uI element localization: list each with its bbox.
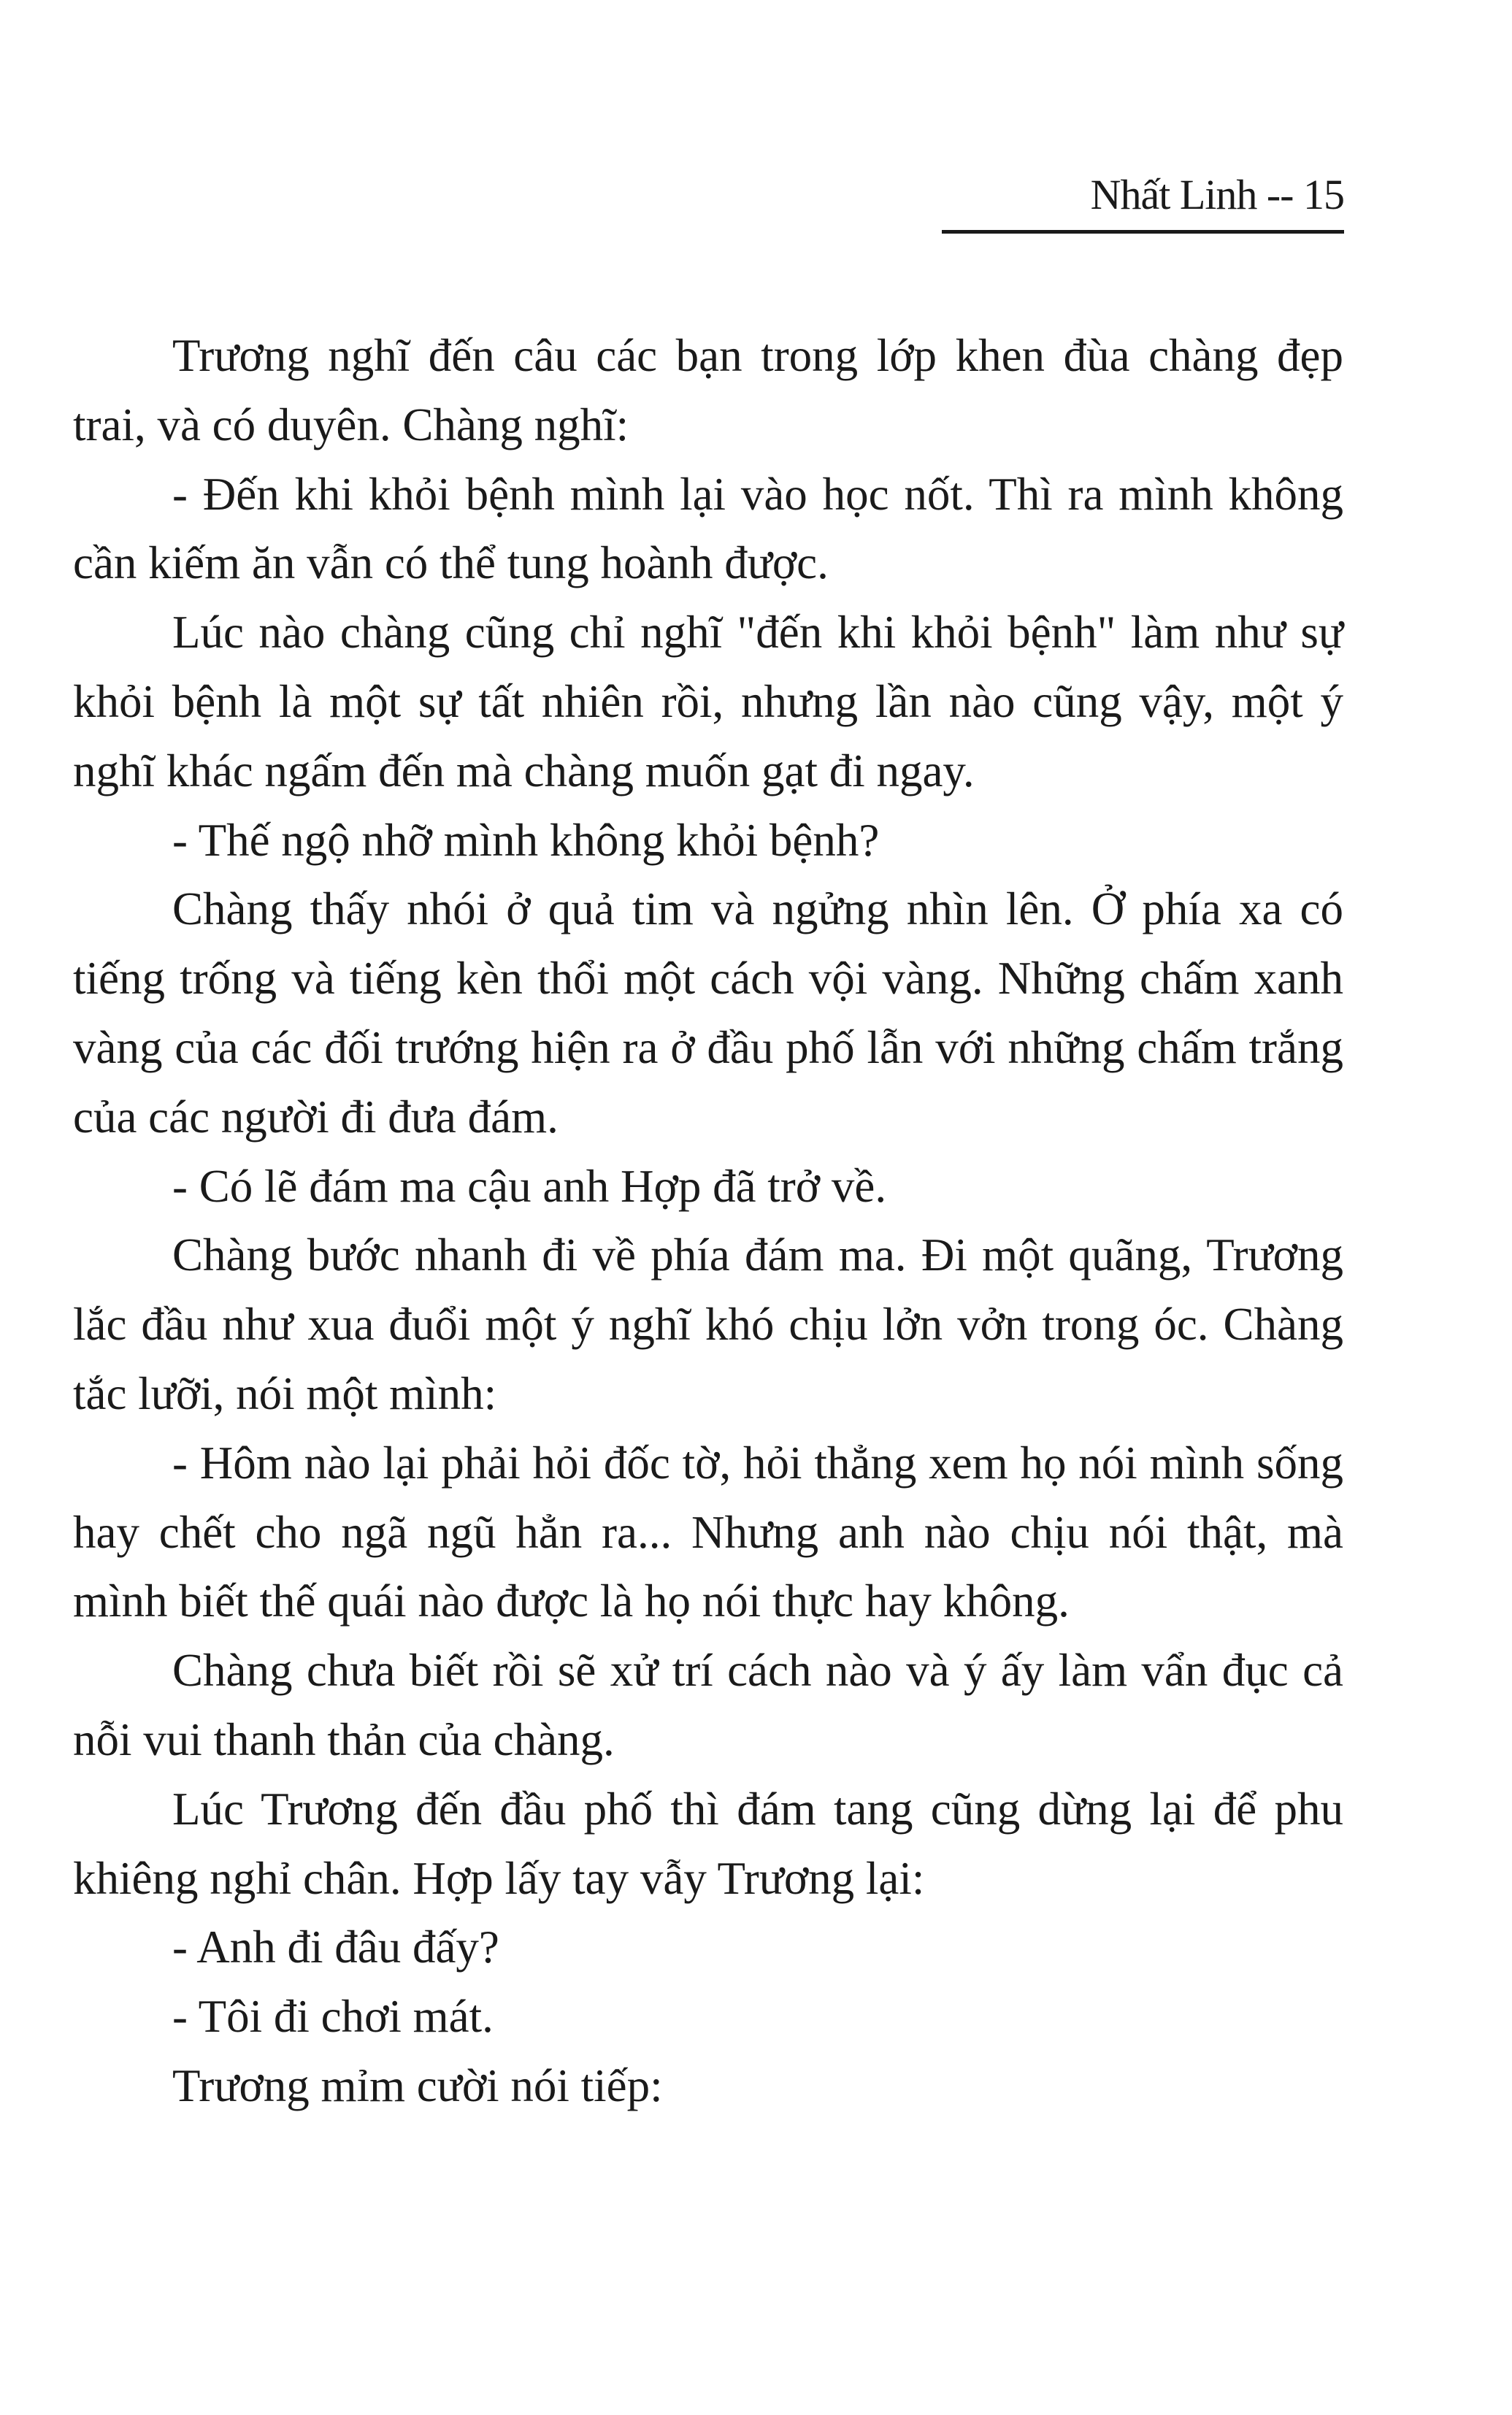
header-rule	[942, 230, 1344, 234]
paragraph: Chàng thấy nhói ở quả tim và ngửng nhìn lên. Ở phía xa có tiếng trống và tiếng kèn thổi một cách vội vàng. Những chấm xanh vàng của các đối trướng hiện ra ở đầu phố lẫn với những chấm trắng của các người đi đưa đám.	[73, 883, 1343, 1143]
paragraph: Trương nghĩ đến câu các bạn trong lớp khen đùa chàng đẹp trai, và có duyên. Chàng nghĩ:	[73, 330, 1343, 450]
paragraph: Trương mỉm cười nói tiếp:	[172, 2059, 663, 2111]
running-head: Nhất Linh -- 15	[1090, 171, 1344, 218]
paragraph: Chàng chưa biết rồi sẽ xử trí cách nào và ý ấy làm vẩn đục cả nỗi vui thanh thản của chàng.	[73, 1645, 1343, 1765]
paragraph: Lúc Trương đến đầu phố thì đám tang cũng dừng lại để phu khiêng nghỉ chân. Hợp lấy tay vẫy Trương lại:	[73, 1783, 1343, 1904]
dialogue-line: - Anh đi đâu đấy?	[172, 1921, 499, 1973]
body-text	[73, 321, 1343, 2121]
paragraph: Lúc nào chàng cũng chỉ nghĩ "đến khi khỏi bệnh" làm như sự khỏi bệnh là một sự tất nhiên rồi, nhưng lần nào cũng vậy, một ý nghĩ khác ngấm đến mà chàng muốn gạt đi ngay.	[73, 607, 1343, 796]
dialogue-line: - Đến khi khỏi bệnh mình lại vào học nốt. Thì ra mình không cần kiếm ăn vẫn có thể tung hoành được.	[73, 468, 1343, 589]
paragraph: Chàng bước nhanh đi về phía đám ma. Đi một quãng, Trương lắc đầu như xua đuổi một ý nghĩ khó chịu lởn vởn trong óc. Chàng tắc lưỡi, nói một mình:	[73, 1229, 1343, 1419]
dialogue-line: - Có lẽ đám ma cậu anh Hợp đã trở về.	[172, 1160, 887, 1212]
dialogue-line: - Tôi đi chơi mát.	[172, 1991, 494, 2043]
dialogue-line: - Thế ngộ nhỡ mình không khỏi bệnh?	[172, 814, 880, 866]
dialogue-line: - Hôm nào lại phải hỏi đốc tờ, hỏi thẳng xem họ nói mình sống hay chết cho ngã ngũ hẳn ra... Nhưng anh nào chịu nói thật, mà mình biết thế quái nào được là họ nói thực hay không.	[73, 1437, 1343, 1627]
